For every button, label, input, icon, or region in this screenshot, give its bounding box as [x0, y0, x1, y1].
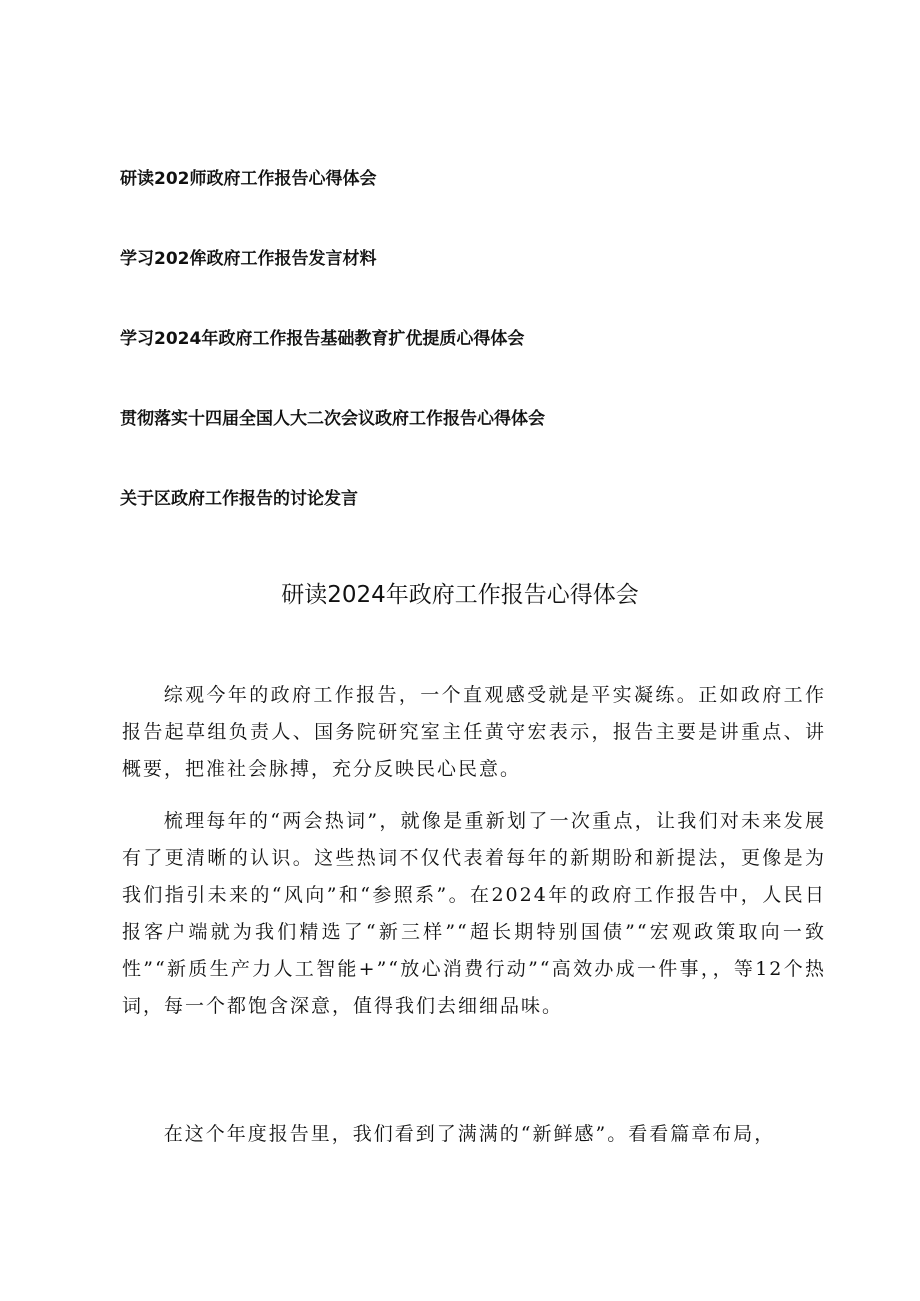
toc-item[interactable]: 研读202师政府工作报告心得体会	[120, 169, 377, 189]
toc-item[interactable]: 学习2024年政府工作报告基础教育扩优提质心得体会	[120, 329, 525, 349]
article-paragraph	[122, 803, 826, 1025]
toc-item[interactable]: 学习202侔政府工作报告发言材料	[120, 249, 377, 269]
article-paragraph	[122, 1116, 826, 1153]
article-paragraph	[122, 677, 826, 788]
toc-item[interactable]: 关于区政府工作报告的讨论发言	[120, 489, 358, 509]
paragraph-text: 综观今年的政府工作报告，一个直观感受就是平实凝练。正如政府工作报告起草组负责人、国务院研究室主任黄守宏表示，报告主要是讲重点、讲概要，把准社会脉搏，充分反映民心民意。	[122, 684, 826, 780]
paragraph-text: 梳理每年的“两会热词”，就像是重新划了一次重点，让我们对未来发展有了更清晰的认识。这些热词不仅代表着每年的新期盼和新提法，更像是为我们指引未来的“风向”和“参照系”。在2024年的政府工作报告中，人民日报客户端就为我们精选了“新三样”“超长期特别国债”“宏观政策取向一致性”“新质生产力人工智能+”“放心消费行动”“高效办成一件事，，等12个热词，每一个都饱含深意，值得我们去细细品味。	[122, 810, 826, 1017]
paragraph-text: 在这个年度报告里，我们看到了满满的“新鲜感”。看看篇章布局，	[163, 1123, 776, 1145]
article-title: 研读2024年政府工作报告心得体会	[281, 582, 639, 608]
toc-item[interactable]: 贯彻落实十四届全国人大二次会议政府工作报告心得体会	[120, 409, 545, 429]
